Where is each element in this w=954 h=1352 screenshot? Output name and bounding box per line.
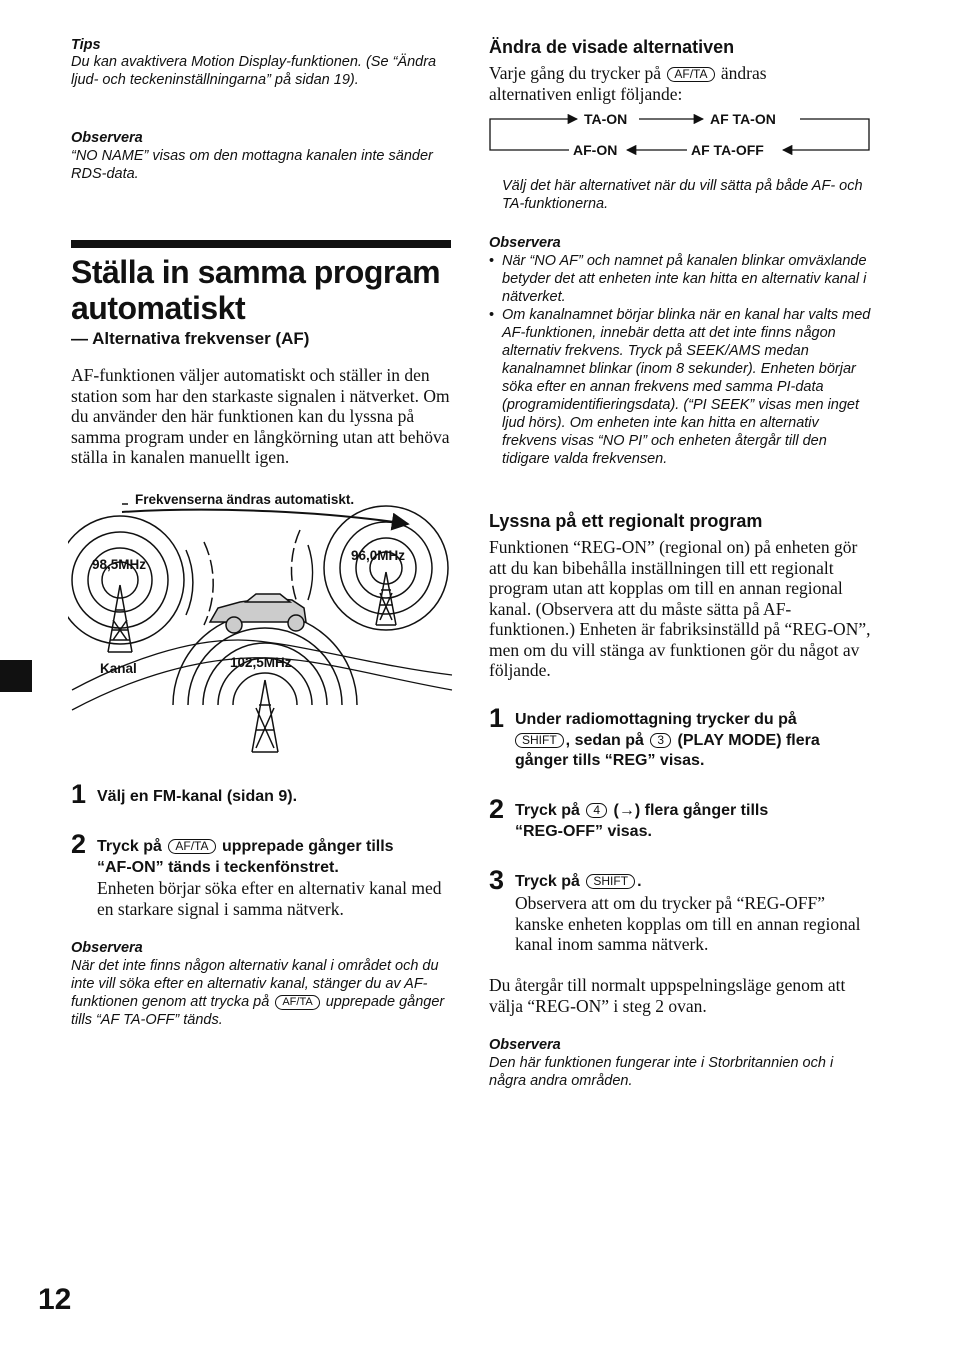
step-text-part: . [637, 873, 642, 890]
af-illustration-svg [68, 490, 454, 755]
section-paragraph: Funktionen “REG-ON” (regional on) på enheten gör att du kan bibehålla inställningen till ett regionalt program utan att kopplas om till en annan regional kanal. (Observera att du måste sätta på AF-funktionen.) Enheten är fabriksinställd på “REG-ON”, men om du vill stänga av funktionen gör du något av följande. [489, 537, 871, 680]
step-number: 2 [71, 829, 87, 859]
section-heading: Lyssna på ett regionalt program [489, 511, 763, 531]
observe-text-part: upprepade gånger tills “AF TA-OFF” tänds. [71, 994, 445, 1028]
step-text-part: Tryck på [515, 873, 580, 890]
step-text-part: , sedan på [565, 731, 644, 749]
paragraph-part: ändras [720, 63, 767, 83]
step-text-part: Under radiomottagning trycker du på [515, 711, 797, 728]
tower-bottom [252, 680, 278, 752]
step-text: Välj en FM-kanal (sidan 9). [97, 788, 298, 805]
observe-text: “NO NAME” visas om den mottagna kanalen inte sänder RDS-data. [71, 148, 433, 182]
section-tab-marker [0, 660, 32, 692]
page-number: 12 [38, 1283, 72, 1316]
car-icon [210, 594, 306, 633]
observe-list [489, 252, 874, 468]
tips-heading: Tips [71, 37, 101, 53]
note-text: Välj det här alternativet när du vill sätta på både AF- och TA-funktionerna. [502, 178, 863, 212]
cycle-af-ta-on: AF TA-ON [710, 111, 776, 127]
paragraph-part: Varje gång du trycker på [489, 63, 662, 83]
key-4: 4 [586, 803, 607, 818]
observe-heading: Observera [71, 130, 143, 146]
page-title-line-2: automatiskt [71, 290, 246, 326]
direction-arrow [122, 510, 408, 524]
af-ta-key: AF/TA [168, 839, 215, 854]
observe-text-part: När det inte finns någon alternativ kanal i området och du inte vill söka efter en alternativ kanal, stänger du av AF-funktionen genom att trycka på [71, 958, 439, 1010]
step-text-part: (→) flera gånger tills [613, 802, 769, 819]
observe-text: Den här funktionen fungerar inte i Storbritannien och i några andra områden. [489, 1055, 834, 1089]
af-ta-key: AF/TA [275, 995, 319, 1010]
observe-heading: Observera [71, 940, 143, 956]
step-text [515, 801, 877, 842]
step-number: 3 [489, 865, 505, 895]
observe-text [71, 957, 456, 1029]
section-heading: Ändra de visade alternativen [489, 37, 735, 57]
freq-label-bottom: 102,5MHz [230, 655, 292, 670]
section-paragraph: Du återgår till normalt uppspelningsläge genom att välja “REG-ON” i steg 2 ovan. [489, 975, 846, 1016]
step-text-part: “AF-ON” tänds i teckenfönstret. [97, 858, 339, 876]
step-text-part: Tryck på [515, 802, 580, 819]
signal-waves-left [68, 516, 213, 644]
intro-paragraph: AF-funktionen väljer automatiskt och ställer in den station som har den starkaste signalen i nätverket. Om du använder den här funktionen kan du lyssna på samma program under en långkörning utan att behöva ställa in kanalen manuellt igen. [71, 365, 450, 467]
step-text-part: “REG-OFF” visas. [515, 822, 652, 840]
tower-left [108, 585, 132, 652]
cycle-af-on: AF-ON [573, 142, 618, 158]
page-title [71, 254, 440, 326]
step-text-part: upprepade gånger tills [221, 838, 394, 855]
cycle-af-ta-off: AF TA-OFF [691, 142, 764, 158]
shift-key: SHIFT [586, 874, 635, 889]
step-text-part: (PLAY MODE) flera [677, 731, 820, 749]
step-number: 2 [489, 794, 505, 824]
step-description: Observera att om du trycker på “REG-OFF” kanske enheten kopplas om till en annan regional kanal inom samma nätverk. [515, 893, 861, 954]
signal-waves-right [291, 506, 448, 630]
freq-label-left: 98,5MHz [92, 557, 147, 572]
key-3: 3 [650, 733, 671, 748]
page-title-line-1: Ställa in samma program [71, 254, 441, 290]
cycle-diagram-svg [489, 108, 873, 158]
observe-heading: Observera [489, 235, 561, 251]
figure-caption: Frekvenserna ändras automatiskt. [135, 492, 355, 507]
observe-list-item: • När “NO AF” och namnet på kanalen blinkar omväxlande betyder det att enheten inte kan hitta en alternativ kanal i nätverket. [489, 252, 874, 306]
step-text [97, 837, 457, 878]
observe-list-item: • Om kanalnamnet börjar blinka när en kanal har valts med AF-funktionen, innebär detta att det inte finns någon alternativ frekvens. Tryck på SEEK/AMS medan kanalnamnet blinkar (inom 8 sekunder). Enheten börjar söka efter en annan frekvens med samma PI-data (programidentifieringsdata). (“PI SEEK” visas men inget ljud hörs). Om enheten inte kan hitta en alternativ frekvens visas “NO PI” och enheten återgår till den tidigare valda frekvensen. [489, 306, 874, 468]
observe-heading: Observera [489, 1037, 561, 1053]
step-description: Enheten börjar söka efter en alternativ kanal med en starkare signal i samma nätverk. [97, 878, 442, 919]
shift-key: SHIFT [515, 733, 564, 748]
kanal-label: Kanal [100, 661, 137, 676]
tips-text: Du kan avaktivera Motion Display-funktionen. (Se “Ändra ljud- och teckeninställningarna” på sidan 19). [71, 54, 437, 88]
title-rule [71, 240, 451, 248]
section-paragraph [489, 63, 874, 104]
step-number: 1 [489, 703, 505, 733]
af-ta-key: AF/TA [667, 67, 714, 82]
step-text [515, 710, 877, 772]
step-number: 1 [71, 779, 87, 809]
page-subtitle: — Alternativa frekvenser (AF) [71, 329, 310, 348]
cycle-ta-on: TA-ON [584, 111, 628, 127]
cycle-diagram [489, 108, 873, 158]
step-text-part: Tryck på [97, 838, 162, 855]
af-illustration [68, 490, 454, 755]
freq-label-right: 96,0MHz [351, 548, 406, 563]
step-text-part: gånger tills “REG” visas. [515, 752, 705, 769]
step-text [515, 872, 877, 893]
paragraph-part: alternativen enligt följande: [489, 83, 683, 104]
